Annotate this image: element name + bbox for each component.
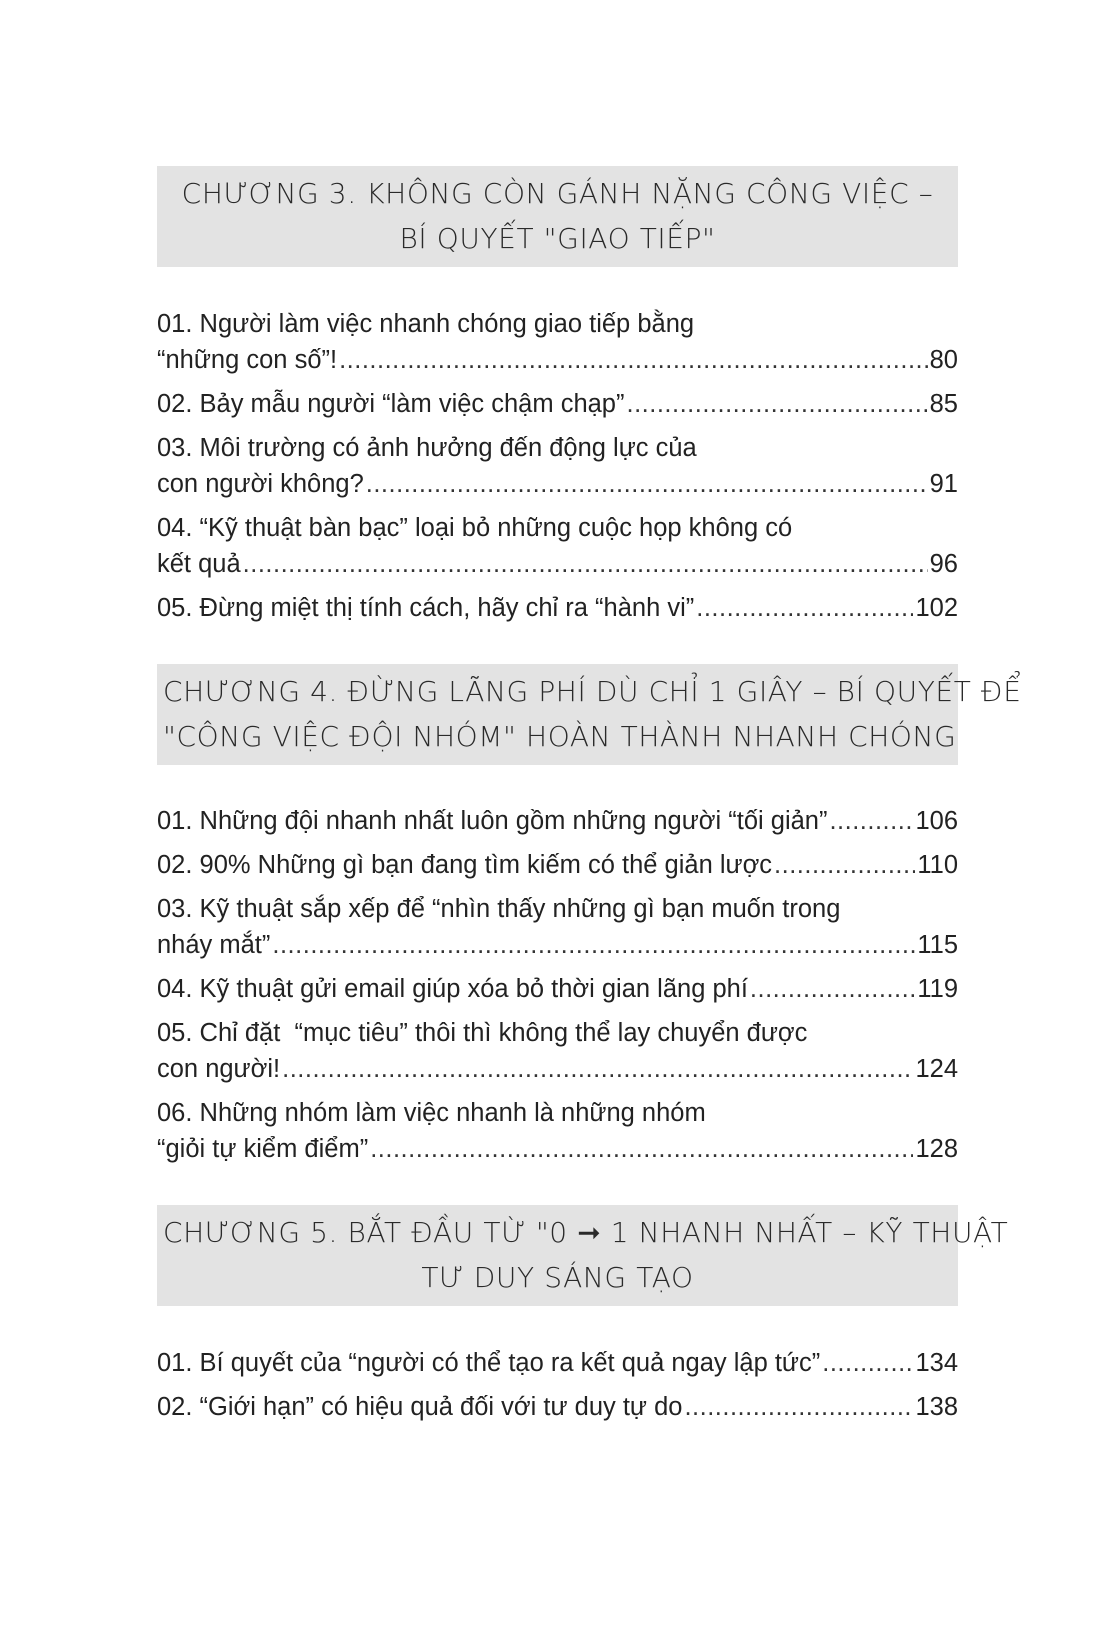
page-number: 115 <box>917 931 958 959</box>
toc-entry-text: nháy mắt” <box>157 931 271 959</box>
dot-leader <box>243 546 928 582</box>
toc-entry[interactable] <box>157 1389 958 1425</box>
dot-leader <box>829 803 913 839</box>
toc-entry-text: 03. Môi trường có ảnh hưởng đến động lực của <box>157 434 697 462</box>
chapter-3-heading <box>157 166 958 267</box>
toc-entry[interactable] <box>157 430 958 502</box>
toc-entry-text: 02. 90% Những gì bạn đang tìm kiếm có thể giản lược <box>157 851 773 879</box>
page-number: 134 <box>915 1349 958 1377</box>
toc-entry-text: con người không? <box>157 470 364 498</box>
chapter-4-toc <box>157 803 958 1167</box>
toc-entry-text: 05. Chỉ đặt “mục tiêu” thôi thì không thể lay chuyển được <box>157 1019 808 1047</box>
chapter-title-line: "CÔNG VIỆC ĐỘI NHÓM" HOÀN THÀNH NHANH CHÓNG <box>163 720 957 753</box>
dot-leader <box>626 386 927 422</box>
dot-leader <box>282 1051 913 1087</box>
toc-entry-text: “giỏi tự kiểm điểm” <box>157 1135 369 1163</box>
page-number: 85 <box>929 390 958 418</box>
toc-entry-text: “những con số”! <box>157 346 338 374</box>
toc-entry[interactable] <box>157 590 958 626</box>
chapter-4-heading <box>157 664 1022 765</box>
page-number: 96 <box>929 550 958 578</box>
toc-entry[interactable] <box>157 1095 958 1167</box>
chapter-5-toc <box>157 1345 958 1425</box>
dot-leader <box>272 927 915 963</box>
dot-leader <box>366 466 928 502</box>
page-number: 80 <box>929 346 958 374</box>
page-number: 110 <box>917 851 958 879</box>
toc-entry[interactable] <box>157 803 958 839</box>
toc-entry-text: 03. Kỹ thuật sắp xếp để “nhìn thấy những gì bạn muốn trong <box>157 895 841 923</box>
toc-entry[interactable] <box>157 386 958 422</box>
toc-entry-text: 02. “Giới hạn” có hiệu quả đối với tư duy tự do <box>157 1393 683 1421</box>
chapter-title-line: TƯ DUY SÁNG TẠO <box>421 1261 694 1294</box>
page-number: 91 <box>929 470 958 498</box>
toc-entry[interactable] <box>157 971 958 1007</box>
page-number: 128 <box>915 1135 958 1163</box>
toc-page <box>157 166 1022 1433</box>
toc-entry-text: 04. Kỹ thuật gửi email giúp xóa bỏ thời gian lãng phí <box>157 975 748 1003</box>
page-number: 138 <box>915 1393 958 1421</box>
toc-entry-text: 04. “Kỹ thuật bàn bạc” loại bỏ những cuộc họp không có <box>157 514 793 542</box>
dot-leader <box>684 1389 913 1425</box>
chapter-3-toc <box>157 306 958 626</box>
chapter-title-line: CHƯƠNG 5. BẮT ĐẦU TỪ "0 ➞ 1 NHANH NHẤT – KỸ THUẬT <box>163 1216 1009 1249</box>
toc-entry[interactable] <box>157 1015 958 1087</box>
chapter-5-heading <box>157 1205 1009 1306</box>
toc-entry-text: 05. Đừng miệt thị tính cách, hãy chỉ ra “hành vi” <box>157 594 695 622</box>
chapter-title-line: CHƯƠNG 4. ĐỪNG LÃNG PHÍ DÙ CHỈ 1 GIÂY – BÍ QUYẾT ĐỂ <box>163 675 1022 708</box>
toc-entry-text: kết quả <box>157 550 241 578</box>
toc-entry[interactable] <box>157 1345 958 1381</box>
dot-leader <box>370 1131 913 1167</box>
toc-entry[interactable] <box>157 306 958 378</box>
toc-entry-text: con người! <box>157 1055 281 1083</box>
dot-leader <box>750 971 915 1007</box>
toc-entry[interactable] <box>157 891 958 963</box>
toc-entry-text: 01. Bí quyết của “người có thể tạo ra kết quả ngay lập tức” <box>157 1349 821 1377</box>
toc-entry-text: 01. Người làm việc nhanh chóng giao tiếp bằng <box>157 310 695 338</box>
chapter-title-line: BÍ QUYẾT "GIAO TIẾP" <box>399 222 716 255</box>
dot-leader <box>339 342 928 378</box>
page-number: 124 <box>915 1055 958 1083</box>
page-number: 102 <box>915 594 958 622</box>
toc-entry-text: 02. Bảy mẫu người “làm việc chậm chạp” <box>157 390 625 418</box>
toc-entry-text: 06. Những nhóm làm việc nhanh là những nhóm <box>157 1099 706 1127</box>
dot-leader <box>822 1345 913 1381</box>
toc-entry[interactable] <box>157 847 958 883</box>
toc-entry[interactable] <box>157 510 958 582</box>
dot-leader <box>696 590 913 626</box>
dot-leader <box>774 847 915 883</box>
chapter-title-line: CHƯƠNG 3. KHÔNG CÒN GÁNH NẶNG CÔNG VIỆC – <box>181 177 934 210</box>
page-number: 106 <box>915 807 958 835</box>
page-number: 119 <box>917 975 958 1003</box>
toc-entry-text: 01. Những đội nhanh nhất luôn gồm những người “tối giản” <box>157 807 828 835</box>
